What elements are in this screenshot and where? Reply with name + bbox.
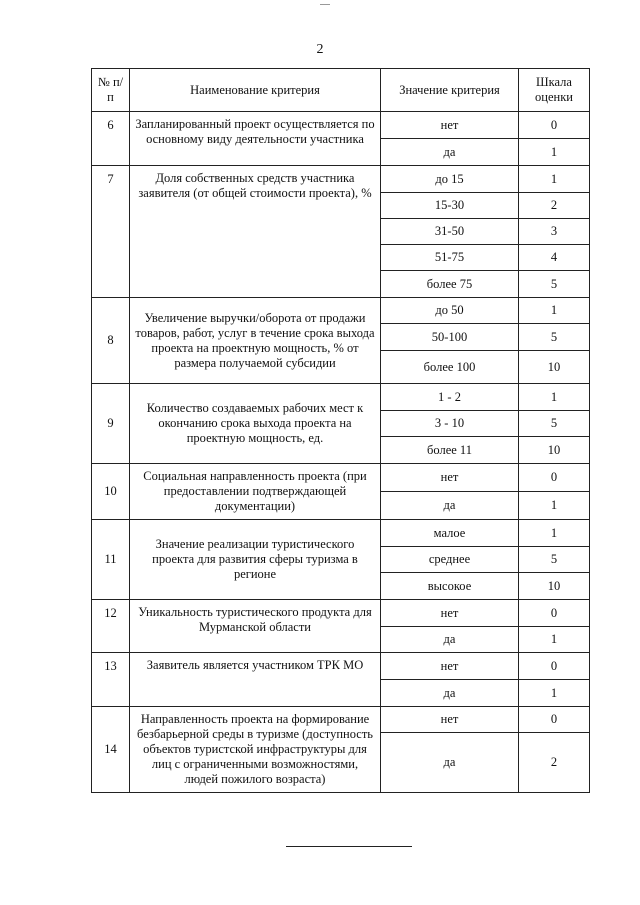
criterion-name: Социальная направленность проекта (при предоставлении подтверждающей документации) xyxy=(130,464,381,520)
criterion-score: 0 xyxy=(519,464,590,492)
criterion-score: 5 xyxy=(519,324,590,351)
criterion-name: Значение реализации туристического проекта для развития сферы туризма в регионе xyxy=(130,520,381,600)
table-row xyxy=(92,520,590,547)
header-score: Шкала оценки xyxy=(519,69,590,112)
criterion-name: Количество создаваемых рабочих мест к окончанию срока выхода проекта на проектную мощность, ед. xyxy=(130,384,381,464)
criterion-score: 5 xyxy=(519,547,590,573)
criterion-score: 1 xyxy=(519,680,590,707)
criterion-value: да xyxy=(381,680,519,707)
criterion-name: Увеличение выручки/оборота от продажи товаров, работ, услуг в течение срока выхода проекта на проектную мощность, % от размера получаемой субсидии xyxy=(130,298,381,384)
table-row xyxy=(92,653,590,680)
criterion-value: 15-30 xyxy=(381,193,519,219)
criterion-value: 1 - 2 xyxy=(381,384,519,411)
criterion-score: 1 xyxy=(519,520,590,547)
criterion-score: 1 xyxy=(519,166,590,193)
criterion-value: малое xyxy=(381,520,519,547)
criterion-num: 6 xyxy=(92,112,130,166)
criterion-name: Уникальность туристического продукта для Мурманской области xyxy=(130,600,381,653)
page-number: 2 xyxy=(316,42,324,57)
criterion-score: 1 xyxy=(519,384,590,411)
criterion-score: 0 xyxy=(519,707,590,733)
criterion-score: 3 xyxy=(519,219,590,245)
table-row xyxy=(92,166,590,193)
criterion-score: 2 xyxy=(519,193,590,219)
criterion-score: 1 xyxy=(519,492,590,520)
criterion-value: нет xyxy=(381,653,519,680)
criterion-score: 5 xyxy=(519,271,590,298)
table-row xyxy=(92,112,590,139)
criterion-value: высокое xyxy=(381,573,519,600)
criteria-table xyxy=(91,68,590,793)
criterion-num: 8 xyxy=(92,298,130,384)
criterion-score: 5 xyxy=(519,411,590,437)
header-value: Значение критерия xyxy=(381,69,519,112)
top-edge-mark xyxy=(320,0,330,5)
header-row xyxy=(92,69,590,112)
header-num: № п/п xyxy=(92,69,130,112)
criterion-score: 0 xyxy=(519,653,590,680)
criterion-value: более 11 xyxy=(381,437,519,464)
criterion-value: среднее xyxy=(381,547,519,573)
criterion-value: нет xyxy=(381,112,519,139)
criterion-value: 3 - 10 xyxy=(381,411,519,437)
criterion-value: 51-75 xyxy=(381,245,519,271)
criterion-score: 0 xyxy=(519,112,590,139)
criterion-value: да xyxy=(381,492,519,520)
criterion-value: да xyxy=(381,733,519,793)
criterion-value: до 15 xyxy=(381,166,519,193)
header-name: Наименование критерия xyxy=(130,69,381,112)
criterion-value: нет xyxy=(381,464,519,492)
criterion-num: 11 xyxy=(92,520,130,600)
criterion-num: 10 xyxy=(92,464,130,520)
criterion-name: Запланированный проект осуществляется по основному виду деятельности участника xyxy=(130,112,381,166)
criterion-name: Заявитель является участником ТРК МО xyxy=(130,653,381,707)
criterion-score: 0 xyxy=(519,600,590,627)
criterion-score: 2 xyxy=(519,733,590,793)
criterion-value: да xyxy=(381,627,519,653)
criterion-score: 10 xyxy=(519,573,590,600)
criterion-value: более 75 xyxy=(381,271,519,298)
criterion-num: 9 xyxy=(92,384,130,464)
criterion-score: 1 xyxy=(519,298,590,324)
criterion-num: 12 xyxy=(92,600,130,653)
criterion-num: 13 xyxy=(92,653,130,707)
table-row xyxy=(92,298,590,324)
criterion-value: до 50 xyxy=(381,298,519,324)
criterion-value: нет xyxy=(381,707,519,733)
criterion-score: 10 xyxy=(519,351,590,384)
criterion-name: Доля собственных средств участника заявителя (от общей стоимости проекта), % xyxy=(130,166,381,298)
criterion-value: 31-50 xyxy=(381,219,519,245)
table-row xyxy=(92,707,590,733)
table-row xyxy=(92,600,590,627)
footer-divider xyxy=(286,846,412,847)
criterion-score: 1 xyxy=(519,627,590,653)
criterion-value: нет xyxy=(381,600,519,627)
criterion-value: более 100 xyxy=(381,351,519,384)
criterion-value: 50-100 xyxy=(381,324,519,351)
criterion-name: Направленность проекта на формирование безбарьерной среды в туризме (доступность объектов туристской инфраструктуры для лиц с ограниченными возможностями, людей пожилого возраста) xyxy=(130,707,381,793)
criterion-score: 1 xyxy=(519,139,590,166)
criterion-num: 14 xyxy=(92,707,130,793)
criterion-score: 10 xyxy=(519,437,590,464)
criterion-score: 4 xyxy=(519,245,590,271)
table-row xyxy=(92,464,590,492)
criterion-num: 7 xyxy=(92,166,130,298)
criterion-value: да xyxy=(381,139,519,166)
table-row xyxy=(92,384,590,411)
